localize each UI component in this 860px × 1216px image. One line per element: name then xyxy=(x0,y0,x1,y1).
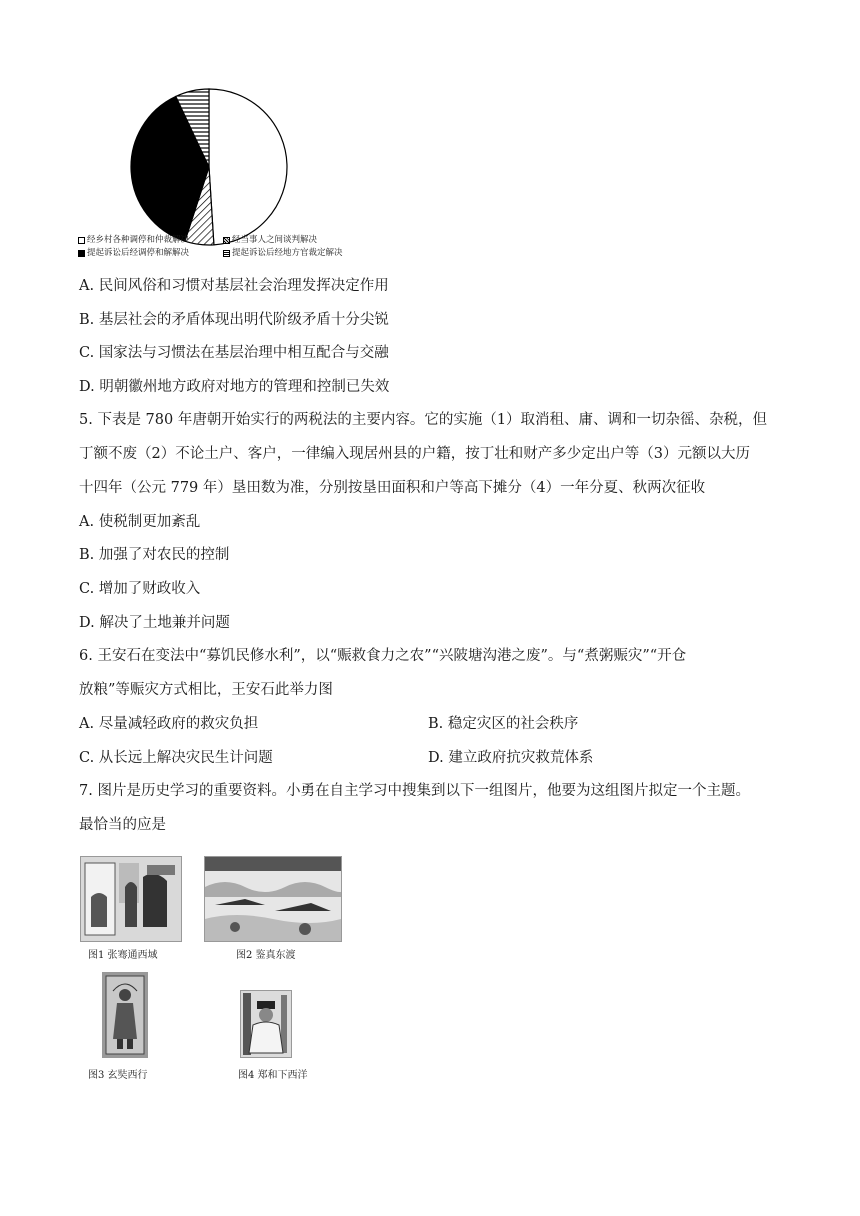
q6-stem-line1: 6. 王安石在变法中“募饥民修水利”，以“赈救食力之农”“兴陂塘沟港之废”。与“煮粥赈灾”“开仓 xyxy=(79,648,687,664)
q7-stem-line2: 最恰当的应是 xyxy=(79,817,166,833)
legend-swatch-black xyxy=(78,250,85,257)
q4-option-c[interactable]: C. 国家法与习惯法在基层治理中相互配合与交融 xyxy=(79,345,389,361)
figure-2-image xyxy=(204,856,342,942)
q5-option-a[interactable]: A. 使税制更加紊乱 xyxy=(79,514,201,530)
q6-stem-line2: 放粮”等赈灾方式相比，王安石此举力图 xyxy=(79,682,333,698)
figure-2-caption: 图2 鉴真东渡 xyxy=(236,950,296,961)
legend-label: 提起诉讼后经地方官裁定解决 xyxy=(232,248,343,258)
legend-label: 经当事人之间谈判解决 xyxy=(232,235,318,245)
legend-swatch-horizontal xyxy=(223,250,230,257)
q6-option-c[interactable]: C. 从长远上解决灾民生计问题 xyxy=(79,750,273,766)
q4-option-d[interactable]: D. 明朝徽州地方政府对地方的管理和控制已失效 xyxy=(79,379,390,395)
q4-option-a[interactable]: A. 民间风俗和习惯对基层社会治理发挥决定作用 xyxy=(79,278,389,294)
q5-stem-line1: 5. 下表是 780 年唐朝开始实行的两税法的主要内容。它的实施（1）取消租、庸、调和一切杂徭、杂税，但 xyxy=(79,412,768,428)
figure-4-illustration xyxy=(241,991,291,1057)
figure-3-illustration xyxy=(103,973,147,1057)
q5-option-b[interactable]: B. 加强了对农民的控制 xyxy=(79,547,230,563)
legend-item-litigation-mediation xyxy=(78,247,223,260)
legend-label: 经乡村各种调停和仲裁解决 xyxy=(87,235,190,245)
q5-option-c[interactable]: C. 增加了财政收入 xyxy=(79,581,201,597)
figure-4-image xyxy=(240,990,292,1058)
q5-stem-line2: 丁额不废（2）不论土户、客户，一律编入现居州县的户籍，按丁壮和财产多少定出户等（3）元额以大历 xyxy=(79,446,750,462)
legend-swatch-diagonal xyxy=(223,237,230,244)
legend-item-party-negotiation xyxy=(223,234,368,247)
legend-swatch-white xyxy=(78,237,85,244)
chart-legend xyxy=(78,234,368,260)
q5-stem-line3: 十四年（公元 779 年）垦田数为准，分别按垦田面积和户等高下摊分（4）一年分夏、秋两次征收 xyxy=(79,480,706,496)
legend-label: 提起诉讼后经调停和解解决 xyxy=(87,248,190,258)
figure-2-illustration xyxy=(205,857,341,941)
q7-stem-line1: 7. 图片是历史学习的重要资料。小勇在自主学习中搜集到以下一组图片，他要为这组图片拟定一个主题。 xyxy=(79,783,750,799)
figure-1-image xyxy=(80,856,182,942)
figure-3-image xyxy=(102,972,148,1058)
legend-item-magistrate-ruling xyxy=(223,247,368,260)
q5-option-d[interactable]: D. 解决了土地兼并问题 xyxy=(79,615,230,631)
q6-option-b[interactable]: B. 稳定灾区的社会秩序 xyxy=(428,716,579,732)
figure-1-caption: 图1 张骞通西域 xyxy=(88,950,158,961)
q6-option-a[interactable]: A. 尽量减轻政府的救灾负担 xyxy=(79,716,259,732)
figure-1-illustration xyxy=(81,857,181,941)
legend-item-village-mediation xyxy=(78,234,223,247)
q6-option-d[interactable]: D. 建立政府抗灾救荒体系 xyxy=(428,750,594,766)
figure-4-caption: 图4 郑和下西洋 xyxy=(238,1070,308,1081)
figure-3-caption: 图3 玄奘西行 xyxy=(88,1070,148,1081)
q4-option-b[interactable]: B. 基层社会的矛盾体现出明代阶级矛盾十分尖锐 xyxy=(79,312,389,328)
pie-slice-1 xyxy=(209,89,287,245)
